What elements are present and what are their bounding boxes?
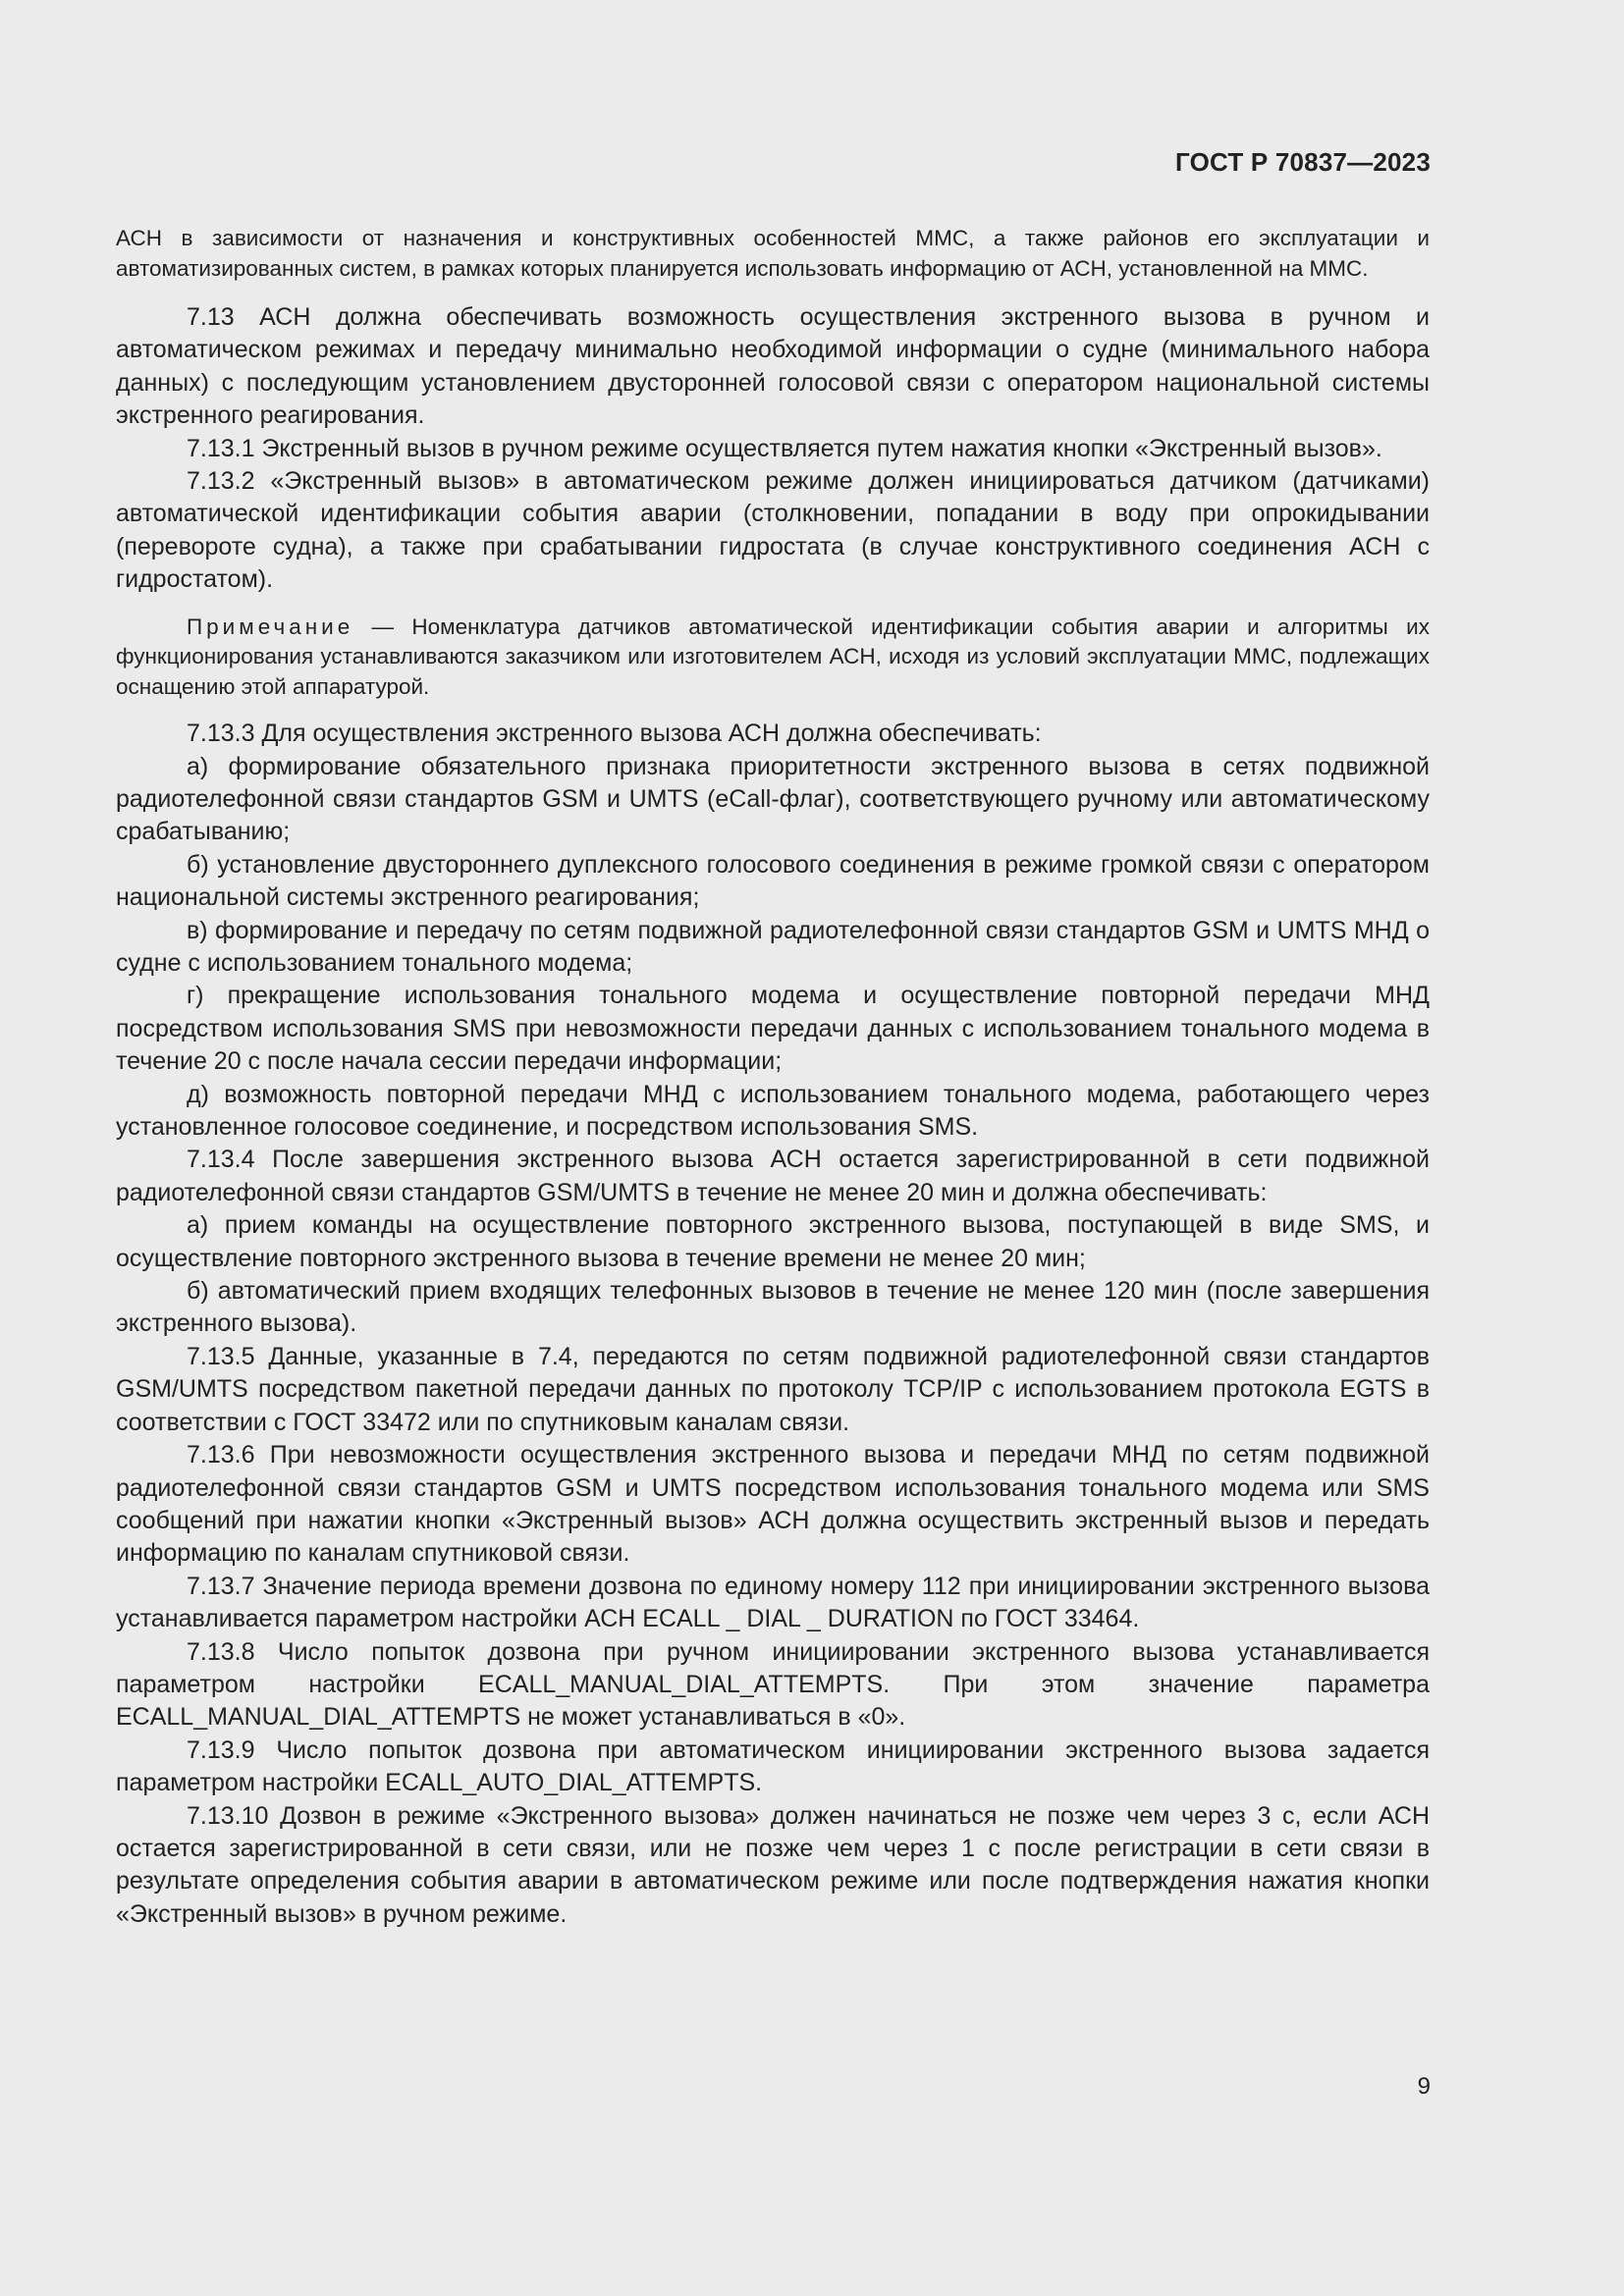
clause-7-13-4: 7.13.4 После завершения экстренного вызова АСН остается зарегистрированной в сети подвижной радиотелефонной связи стандартов GSM/UMTS в течение не менее 20 мин и должна обеспечивать: <box>116 1146 1430 1206</box>
clause-7-13-2: 7.13.2 «Экстренный вызов» в автоматическом режиме должен инициироваться датчиком (датчиками) автоматической идентификации события аварии (столкновении, попадании в воду при опрокидывании (перевороте судна), а также при срабатывании гидростата (в случае конструктивного соединения АСН с гидростатом). <box>116 467 1430 594</box>
note-label: Примечание <box>187 614 354 639</box>
clause-7-13-3: 7.13.3 Для осуществления экстренного вызова АСН должна обеспечивать: <box>187 720 1042 748</box>
clause-7-13-1: 7.13.1 Экстренный вызов в ручном режиме осуществляется путем нажатия кнопки «Экстренный вызов». <box>187 434 1382 462</box>
note-text: Номенклатура датчиков автоматической идентификации события аварии и алгоритмы их функционирования устанавливаются заказчиком или изготовителем АСН, исходя из условий эксплуатации ММС, подлежащих оснащению этой аппаратурой. <box>116 614 1430 699</box>
clause-7-13-7: 7.13.7 Значение периода времени дозвона по единому номеру 112 при инициировании экстренного вызова устанавливается параметром настройки АСН ECALL _ DIAL _ DURATION по ГОСТ 33464. <box>116 1572 1430 1633</box>
list-item-a-2: а) прием команды на осуществление повторного экстренного вызова, поступающей в виде SMS, и осуществление повторного экстренного вызова в течение времени не менее 20 мин; <box>116 1211 1430 1272</box>
note <box>116 613 1430 703</box>
list-item-d: д) возможность повторной передачи МНД с использованием тонального модема, работающего через установленное голосовое соединение, и посредством использования SMS. <box>116 1080 1430 1142</box>
list-item-b-2: б) автоматический прием входящих телефонных вызовов в течение не менее 120 мин (после завершения экстренного вызова). <box>116 1277 1430 1338</box>
page-number: 9 <box>1417 2073 1431 2100</box>
clause-7-13-5: 7.13.5 Данные, указанные в 7.4, передаются по сетям подвижной радиотелефонной связи стандартов GSM/UMTS посредством пакетной передачи данных по протоколу TCP/IP с использованием протокола EGTS в соответствии с ГОСТ 33472 или по спутниковым каналам связи. <box>116 1342 1430 1436</box>
list-item-v: в) формирование и передачу по сетям подвижной радиотелефонной связи стандартов GSM и UMTS МНД о судне с использованием тонального модема; <box>116 916 1430 977</box>
list-item-b: б) установление двустороннего дуплексного голосового соединения в режиме громкой связи с оператором национальной системы экстренного реагирования; <box>116 850 1430 912</box>
clause-7-13-10: 7.13.10 Дозвон в режиме «Экстренного вызова» должен начинаться не позже чем через 3 с, если АСН остается зарегистрированной в сети связи, или не позже чем через 1 с после регистрации в сети связи в результате определения события аварии в автоматическом режиме или после подтверждения нажатия кнопки «Экстренный вызов» в ручном режиме. <box>116 1801 1430 1928</box>
page-body <box>116 224 1430 1931</box>
note-dash: — <box>371 614 395 639</box>
clause-7-13-6: 7.13.6 При невозможности осуществления экстренного вызова и передачи МНД по сетям подвижной радиотелефонной связи стандартов GSM и UMTS посредством использования тонального модема или SMS сообщений при нажатии кнопки «Экстренный вызов» АСН должна осуществить экстренный вызов и передать информацию по каналам спутниковой связи. <box>116 1441 1430 1568</box>
intro-paragraph: АСН в зависимости от назначения и конструктивных особенностей ММС, а также районов его эксплуатации и автоматизированных систем, в рамках которых планируется использовать информацию от АСН, установленной на ММС. <box>116 226 1430 281</box>
clause-7-13-9: 7.13.9 Число попыток дозвона при автоматическом инициировании экстренного вызова задается параметром настройки ECALL_AUTO_DIAL_ATTEMPTS. <box>116 1735 1430 1797</box>
list-item-g: г) прекращение использования тонального модема и осуществление повторной передачи МНД посредством использования SMS при невозможности передачи данных с использованием тонального модема в течение 20 с после начала сессии передачи информации; <box>116 982 1430 1076</box>
clause-7-13: 7.13 АСН должна обеспечивать возможность осуществления экстренного вызова в ручном и автоматическом режимах и передачу минимально необходимой информации о судне (минимального набора данных) с последующим установлением двусторонней голосовой связи с оператором национальной системы экстренного реагирования. <box>116 303 1430 430</box>
list-item-a: а) формирование обязательного признака приоритетности экстренного вызова в сетях подвижной радиотелефонной связи стандартов GSM и UMTS (eCall-флаг), соответствующего ручному или автоматическому срабатыванию; <box>116 752 1430 846</box>
document-code: ГОСТ Р 70837—2023 <box>1175 147 1431 177</box>
clause-7-13-8: 7.13.8 Число попыток дозвона при ручном инициировании экстренного вызова устанавливается параметром настройки ECALL_MANUAL_DIAL_ATTEMPTS. При этом значение параметра ECALL_MANUAL_DIAL_ATTEMPTS не может устанавливаться в «0». <box>116 1637 1430 1732</box>
